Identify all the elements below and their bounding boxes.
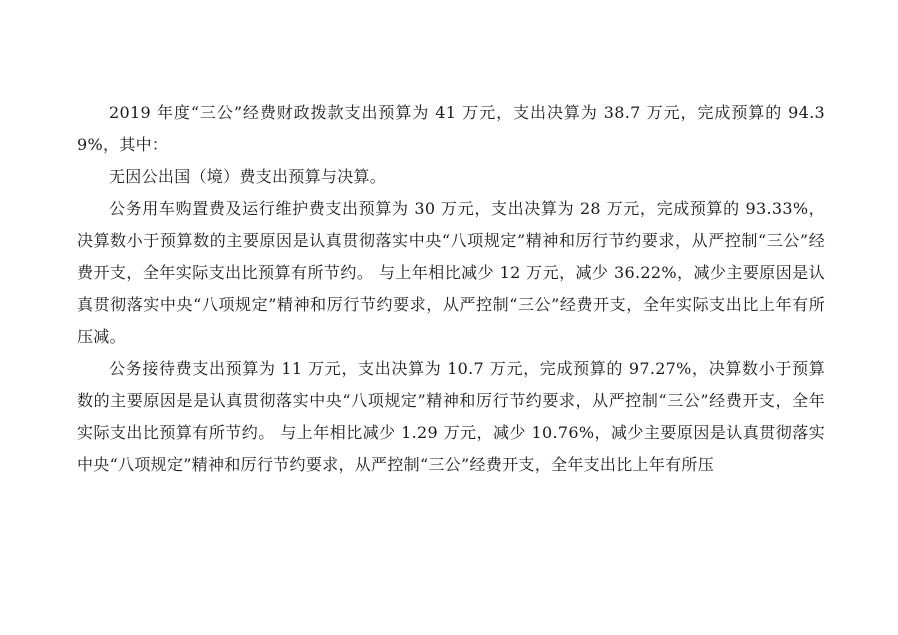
document-body bbox=[77, 97, 825, 481]
paragraph-overseas-travel: 无因公出国（境）费支出预算与决算。 bbox=[109, 167, 387, 186]
paragraph-total-budget: 2019 年度“三公”经费财政拨款支出预算为 41 万元，支出决算为 38.7 万元，完成预算的 94.39%，其中： bbox=[77, 103, 825, 154]
paragraph-reception-costs: 公务接待费支出预算为 11 万元，支出决算为 10.7 万元，完成预算的 97.27%，决算数小于预算数的主要原因是是认真贯彻落实中央“八项规定”精神和厉行节约要求，从严控制“三公”经费开支，全年实际支出比预算有所节约。 与上年相比减少 1.29 万元，减少 10.76%，减少主要原因是认真贯彻落实中央“八项规定”精神和厉行节约要求，从严控制“三公”经费开支，全年支出比上年有所压 bbox=[77, 359, 825, 474]
paragraph-vehicle-costs: 公务用车购置费及运行维护费支出预算为 30 万元，支出决算为 28 万元，完成预算的 93.33%，决算数小于预算数的主要原因是认真贯彻落实中央“八项规定”精神和厉行节约要求，从严控制“三公”经费开支，全年实际支出比预算有所节约。 与上年相比减少 12 万元，减少 36.22%，减少主要原因是认真贯彻落实中央“八项规定”精神和厉行节约要求，从严控制“三公”经费开支，全年实际支出比上年有所压减。 bbox=[77, 199, 825, 346]
